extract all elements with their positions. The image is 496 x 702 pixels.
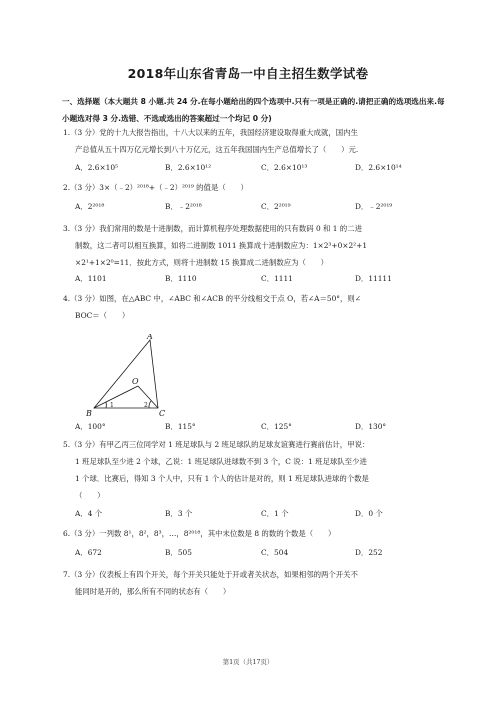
question-1-line2: 产总值从五十四万亿元增长到八十万亿元，这五年我国国内生产总值增长了（ ）元. bbox=[75, 145, 359, 154]
option-a: A．4 个 bbox=[75, 509, 103, 518]
option-d: D．11111 bbox=[355, 274, 392, 283]
page-title: 2018年山东省青岛一中自主招生数学试卷 bbox=[127, 66, 369, 81]
question-3-line2: 制数，这二者可以相互换算，如将二进制数 1011 换算成十进制数应为：1×2³+0×2²+1 bbox=[75, 241, 368, 250]
question-4 bbox=[63, 290, 447, 324]
option-a: A．672 bbox=[75, 548, 102, 557]
label-c: C bbox=[159, 409, 166, 418]
option-d: D．2.6×10¹⁴ bbox=[355, 163, 402, 172]
option-c: C．2²⁰¹⁹ bbox=[261, 202, 291, 211]
page-footer: 第1页（共17页） bbox=[222, 658, 274, 666]
option-c: C．1111 bbox=[261, 274, 293, 283]
question-1 bbox=[63, 124, 447, 158]
option-c: C．2.6×10¹³ bbox=[261, 163, 308, 172]
question-5-line3: 1 个球．比赛后，得知 3 个人中，只有 1 个人的估计是对的，则 1 班足球队进球的个数是 bbox=[75, 474, 369, 483]
option-a: A．100° bbox=[75, 422, 106, 431]
question-3-line3: ×2¹+1×2⁰=11．按此方式，则将十进制数 15 换算成二进制数应为（ ） bbox=[75, 258, 329, 267]
question-3 bbox=[63, 220, 447, 271]
question-3-line1: 3.（3 分）我们常用的数是十进制数，而计算机程序处理数据使用的只有数码 0 和 1 的二进 bbox=[63, 224, 362, 233]
label-b: B bbox=[86, 409, 92, 418]
bisector-b bbox=[94, 386, 138, 408]
question-6-options bbox=[75, 547, 447, 561]
question-6 bbox=[63, 525, 447, 542]
option-b: B．3 个 bbox=[165, 509, 193, 518]
option-a: A．2.6×10⁵ bbox=[75, 163, 119, 172]
option-d: D．130° bbox=[355, 422, 387, 431]
question-2-options bbox=[75, 201, 447, 215]
option-b: B．﹣2²⁰¹⁸ bbox=[165, 202, 202, 211]
option-a: A．1101 bbox=[75, 274, 107, 283]
bisector-c bbox=[138, 386, 158, 408]
triangle-figure bbox=[86, 334, 176, 418]
question-2-line1: 2.（3 分）3×（﹣2）²⁰¹⁸+（﹣2）²⁰¹⁹ 的值是（ ） bbox=[63, 183, 248, 192]
option-a: A．2²⁰¹⁸ bbox=[75, 202, 105, 211]
option-b: B．115° bbox=[165, 422, 196, 431]
option-c: C．504 bbox=[261, 548, 289, 557]
option-d: D．﹣2²⁰¹⁹ bbox=[355, 202, 393, 211]
question-7-line1: 7.（3 分）仪表板上有四个开关，每个开关只能处于开或者关状态，如果相邻的两个开关不 bbox=[63, 570, 358, 579]
label-angle-2: 2 bbox=[144, 402, 148, 409]
question-4-line1: 4.（3 分）如图，在△ABC 中，∠ABC 和∠ACB 的平分线相交于点 O，若∠A＝50°，则∠ bbox=[63, 294, 361, 303]
option-c: C．1 个 bbox=[261, 509, 289, 518]
question-2 bbox=[63, 179, 447, 196]
option-d: D．252 bbox=[355, 548, 383, 557]
question-5-line2: 1 班足球队至少进 2 个球，乙说：1 班足球队进球数不到 3 个，C 说：1 班足球队至少进 bbox=[75, 457, 367, 466]
question-3-options bbox=[75, 273, 447, 287]
label-o: O bbox=[132, 377, 139, 386]
question-5-line1: 5.（3 分）有甲乙丙三位同学对 1 班足球队与 2 班足球队的足球友谊赛进行赛前估计，甲说： bbox=[63, 440, 370, 449]
question-4-line2: BOC＝（ ） bbox=[75, 311, 130, 320]
label-angle-1: 1 bbox=[110, 402, 114, 409]
section-heading: 一、选择题（本大题共 8 小题.共 24 分.在每小题给出的四个选项中.只有一项是正确的.请把正确的选项选出来.每小题选对得 3 分.选错、不选或选出的答案超过一个均记 0 分) bbox=[62, 97, 445, 123]
question-6-line1: 6.（3 分）一列数 8¹，8²，8³，…，8²⁰¹⁸，其中末位数是 8 的数的个数是（ ） bbox=[63, 529, 336, 538]
question-1-line1: 1.（3 分）党的十九大报告指出，十八大以来的五年，我国经济建设取得重大成就，国内生 bbox=[63, 128, 358, 137]
option-b: B．2.6×10¹² bbox=[165, 163, 212, 172]
option-c: C．125° bbox=[261, 422, 292, 431]
question-7 bbox=[63, 566, 447, 600]
option-b: B．1110 bbox=[165, 274, 197, 283]
question-4-options bbox=[75, 421, 447, 435]
question-5-options bbox=[75, 508, 447, 522]
question-5-line4: （ ） bbox=[75, 491, 105, 500]
label-a: A bbox=[147, 334, 153, 341]
option-b: B．505 bbox=[165, 548, 192, 557]
option-d: D．0 个 bbox=[355, 509, 383, 518]
question-1-options bbox=[75, 162, 447, 176]
angle-arc-2 bbox=[149, 401, 151, 408]
question-7-line2: 能同时是开的，那么所有不同的状态有（ ） bbox=[75, 587, 231, 596]
question-5 bbox=[63, 436, 447, 504]
